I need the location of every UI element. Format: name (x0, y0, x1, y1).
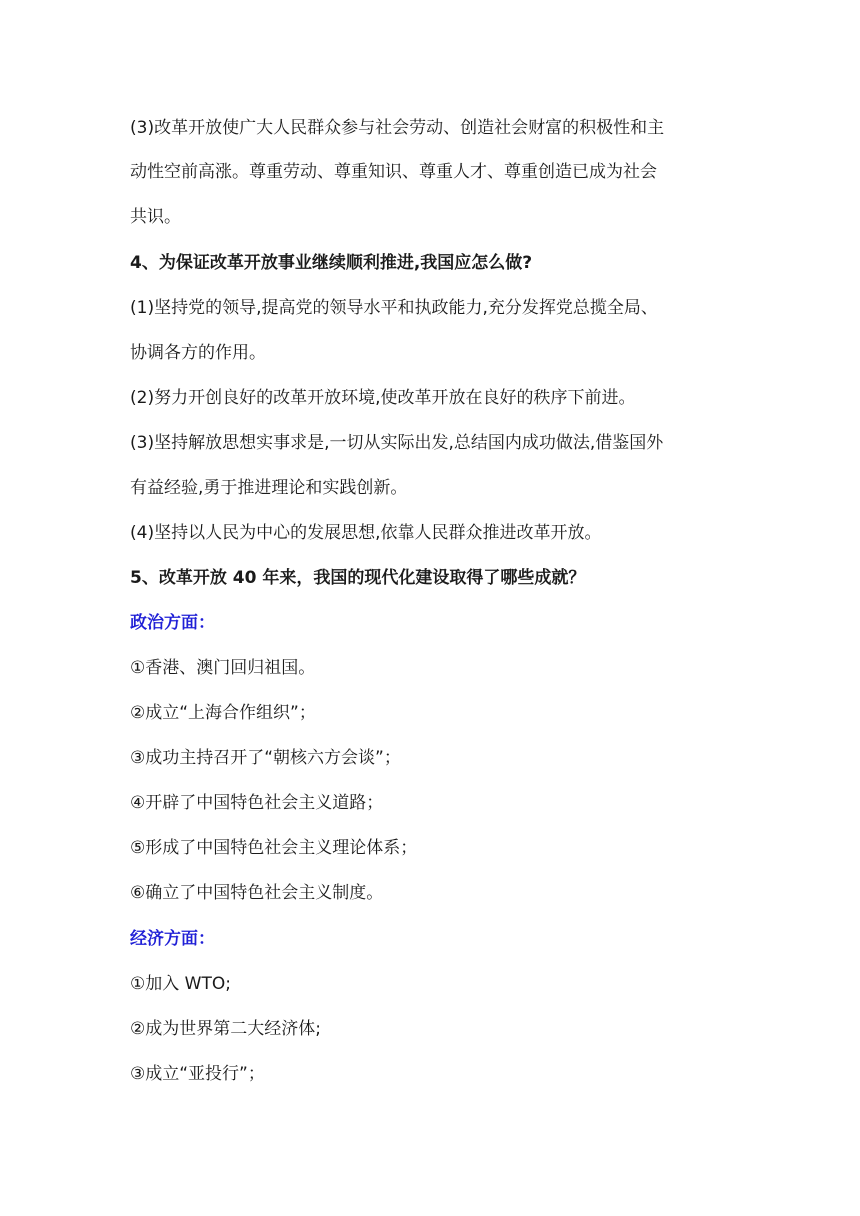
political-item: ⑤形成了中国特色社会主义理论体系； (130, 838, 418, 858)
paragraph-3-line-1: (3)改革开放使广大人民群众参与社会劳动、创造社会财富的积极性和主 (130, 118, 665, 138)
q4-item-1-line-1: (1)坚持党的领导,提高党的领导水平和执政能力,充分发挥党总揽全局、 (130, 298, 658, 318)
question-4-heading: 4、为保证改革开放事业继续顺利推进,我国应怎么做? (130, 253, 533, 273)
political-item: ①香港、澳门回归祖国。 (130, 658, 316, 678)
paragraph-3-line-3: 共识。 (130, 207, 181, 227)
political-item: ④开辟了中国特色社会主义道路； (130, 793, 384, 813)
q4-item-1-line-2: 协调各方的作用。 (130, 343, 266, 363)
q4-item-4: (4)坚持以人民为中心的发展思想,依靠人民群众推进改革开放。 (130, 523, 602, 543)
economic-item: ②成为世界第二大经济体; (130, 1019, 321, 1039)
political-heading: 政治方面： (130, 613, 215, 633)
q4-item-2: (2)努力开创良好的改革开放环境,使改革开放在良好的秩序下前进。 (130, 388, 636, 408)
political-item: ③成功主持召开了“朝核六方会谈”； (130, 748, 401, 768)
economic-item: ①加入 WTO; (130, 974, 231, 994)
political-item: ⑥确立了中国特色社会主义制度。 (130, 883, 384, 903)
q4-item-3-line-1: (3)坚持解放思想实事求是,一切从实际出发,总结国内成功做法,借鉴国外 (130, 433, 664, 453)
question-5-heading: 5、改革开放 40 年来，我国的现代化建设取得了哪些成就？ (130, 568, 586, 588)
economic-heading: 经济方面： (130, 929, 215, 949)
economic-item: ③成立“亚投行”； (130, 1064, 265, 1084)
q4-item-3-line-2: 有益经验,勇于推进理论和实践创新。 (130, 478, 408, 498)
political-item: ②成立“上海合作组织”； (130, 703, 316, 723)
paragraph-3-line-2: 动性空前高涨。尊重劳动、尊重知识、尊重人才、尊重创造已成为社会 (130, 162, 657, 182)
